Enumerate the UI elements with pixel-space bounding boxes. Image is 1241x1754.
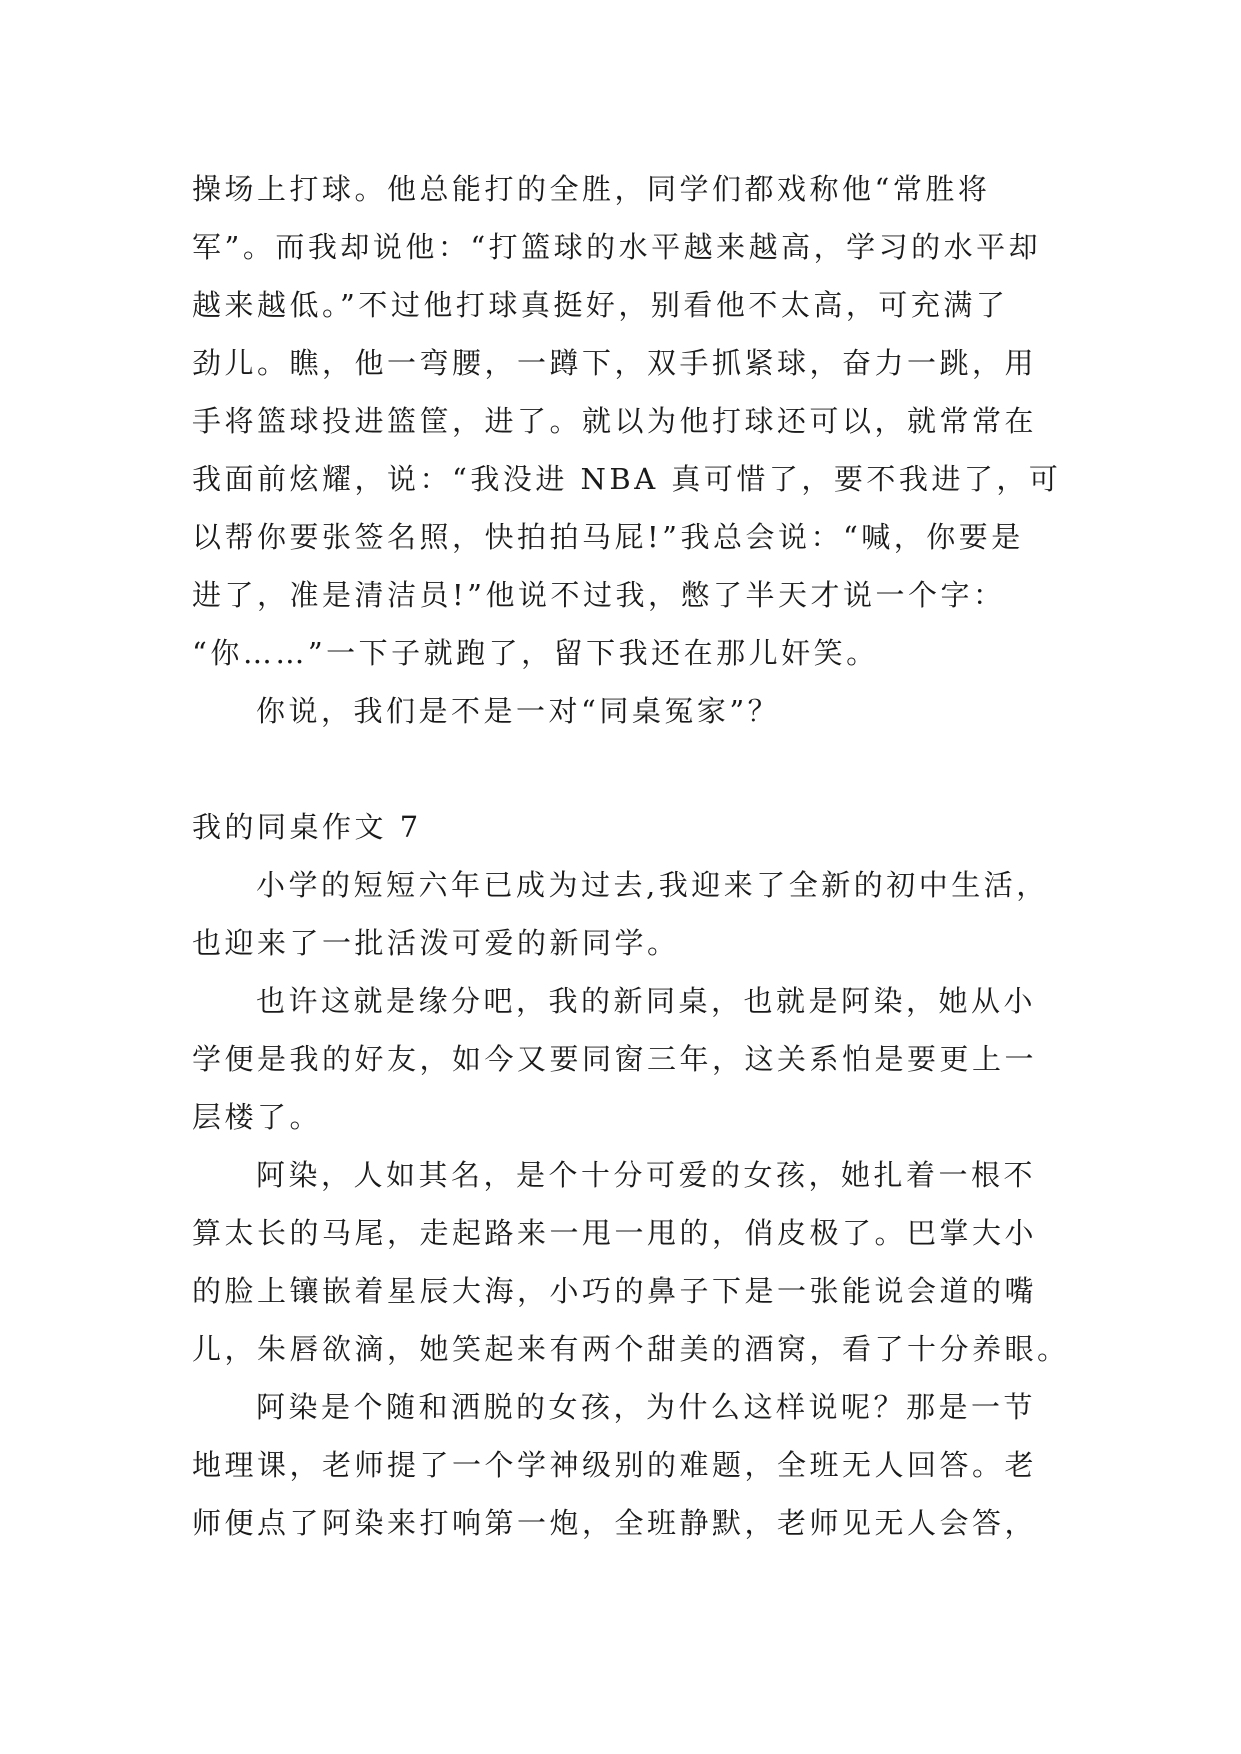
text-line: 也许这就是缘分吧，我的新同桌，也就是阿染，她从小 (256, 984, 1037, 1018)
text-line: 劲儿。瞧，他一弯腰，一蹲下，双手抓紧球，奋力一跳，用 (192, 346, 1038, 380)
text-line: “你……”一下子就跑了，留下我还在那儿奸笑。 (192, 636, 879, 670)
paragraph-4 (192, 1378, 1062, 1552)
text-line: 以帮你要张签名照，快拍拍马屁!”我总会说：“喊，你要是 (192, 520, 1024, 554)
text-line: 手将篮球投进篮筐，进了。就以为他打球还可以，就常常在 (192, 404, 1038, 438)
text-line: 我面前炫耀，说：“我没进 NBA 真可惜了，要不我进了，可 (192, 462, 1062, 496)
document-body (192, 160, 1070, 1552)
section-gap (192, 740, 1062, 798)
closing-paragraph (192, 682, 1062, 740)
text-line: 小学的短短六年已成为过去,我迎来了全新的初中生活， (256, 868, 1049, 902)
text-line: 阿染是个随和洒脱的女孩，为什么这样说呢？那是一节 (256, 1390, 1037, 1424)
text-line: 层楼了。 (192, 1100, 323, 1134)
paragraph-1 (192, 856, 1062, 972)
text-line: 也迎来了一批活泼可爱的新同学。 (192, 926, 680, 960)
essay-title: 我的同桌作文 7 (192, 810, 422, 844)
text-line: 算太长的马尾，走起路来一甩一甩的，俏皮极了。巴掌大小 (192, 1216, 1038, 1250)
text-line: 儿，朱唇欲滴，她笑起来有两个甜美的酒窝，看了十分养眼。 (192, 1332, 1070, 1366)
paragraph-3 (192, 1146, 1070, 1378)
text-line: 阿染，人如其名，是个十分可爱的女孩，她扎着一根不 (256, 1158, 1037, 1192)
text-line: 进了，准是清洁员!”他说不过我，憋了半天才说一个字： (192, 578, 1006, 612)
text-line: 师便点了阿染来打响第一炮，全班静默，老师见无人会答， (192, 1506, 1038, 1540)
text-line: 学便是我的好友，如今又要同窗三年，这关系怕是要更上一 (192, 1042, 1038, 1076)
paragraph-2 (192, 972, 1062, 1146)
text-line: 军”。而我却说他：“打篮球的水平越来越高，学习的水平却 (192, 230, 1042, 264)
text-line: 越来越低。”不过他打球真挺好，别看他不太高，可充满了 (192, 288, 1009, 322)
text-line: 的脸上镶嵌着星辰大海，小巧的鼻子下是一张能说会道的嘴 (192, 1274, 1038, 1308)
text-line: 操场上打球。他总能打的全胜，同学们都戏称他“常胜将 (192, 172, 991, 206)
text-line: 你说，我们是不是一对“同桌冤家”？ (256, 694, 781, 728)
text-line: 地理课，老师提了一个学神级别的难题，全班无人回答。老 (192, 1448, 1038, 1482)
paragraph-continued (192, 160, 1062, 682)
